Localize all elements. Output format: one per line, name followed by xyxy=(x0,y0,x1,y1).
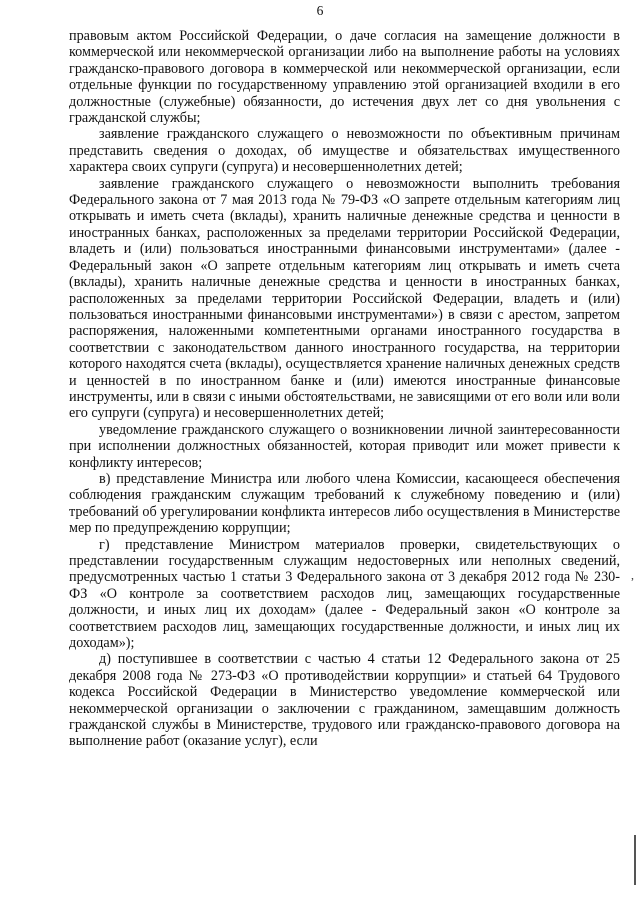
paragraph-item-d: д) поступившее в соответствии с частью 4 статьи 12 Федерального закона от 25 декабря 2008 года № 273-ФЗ «О противодействии коррупции» и статьей 64 Трудового кодекса Российской Федерации в Министерство уведомление коммерческой или некоммерческой организации о заключении с гражданином, замещавшим должность гражданской службы в Министерстве, трудового или гражданско-правового договора на выполнение работ (оказание услуг), если xyxy=(69,651,620,750)
paragraph-continuation: правовым актом Российской Федерации, о даче согласия на замещение должности в коммерческой или некоммерческой организации либо на выполнение работы на условиях гражданско-правового договора в коммерческой или некоммерческой организации, если отдельные функции по государственному управлению этой организацией входили в его должностные (служебные) обязанности, до истечения двух лет со дня увольнения с гражданской службы; xyxy=(69,28,620,127)
paragraph-statement-foreign-accounts: заявление гражданского служащего о невозможности выполнить требования Федерального закона от 7 мая 2013 года № 79-ФЗ «О запрете отдельным категориям лиц открывать и иметь счета (вклады), хранить наличные денежные средства и ценности в иностранных банках, расположенных за пределами территории Российской Федерации, владеть и (или) пользоваться иностранными финансовыми инструментами» (далее - Федеральный закон «О запрете отдельным категориям лиц открывать и иметь счета (вклады), хранить наличные денежные средства и ценности в иностранных банках, расположенных за пределами территории Российской Федерации, владеть и (или) пользоваться иностранными финансовыми инструментами») в связи с арестом, запретом распоряжения, наложенными компетентными органами иностранного государства в соответствии с законодательством данного иностранного государства, на территории которого находятся счета (вклады), осуществляется хранение наличных денежных средств и ценностей в по иностранном банке и (или) имеются иностранные финансовые инструменты, или в связи с иными обстоятельствами, не зависящими от его воли или воли его супруги (супруга) и несовершеннолетних детей; xyxy=(69,175,620,422)
paragraph-statement-income-info: заявление гражданского служащего о невозможности по объективным причинам представить сведения о доходах, об имуществе и обязательствах имущественного характера своих супруги (супруга) и несовершеннолетних детей; xyxy=(69,126,620,176)
document-body xyxy=(69,28,620,750)
paragraph-item-v: в) представление Министра или любого члена Комиссии, касающееся обеспечения соблюдения гражданским служащим требований к служебному поведению и (или) требований об урегулировании конфликта интересов либо осуществления в Министерстве мер по предупреждению коррупции; xyxy=(69,470,620,537)
paragraph-notification-conflict-of-interest: уведомление гражданского служащего о возникновении личной заинтересованности при исполнении должностных обязанностей, которая приводит или может привести к конфликту интересов; xyxy=(69,421,620,471)
scan-edge-mark xyxy=(634,835,636,885)
paragraph-item-g: г) представление Министром материалов проверки, свидетельствующих о представлении государственным служащим недостоверных или неполных сведений, предусмотренных частью 1 статьи 3 Федерального закона от 3 декабря 2012 года № 230-ФЗ «О контроле за соответствием расходов лиц, замещающих государственные должности, и иных лиц их доходам» (далее - Федеральный закон «О контроле за соответствием расходов лиц, замещающих государственные должности, и иных лиц их доходам»); xyxy=(69,536,620,652)
scan-artifact-mark: , xyxy=(631,568,634,582)
page-number: 6 xyxy=(316,3,324,18)
